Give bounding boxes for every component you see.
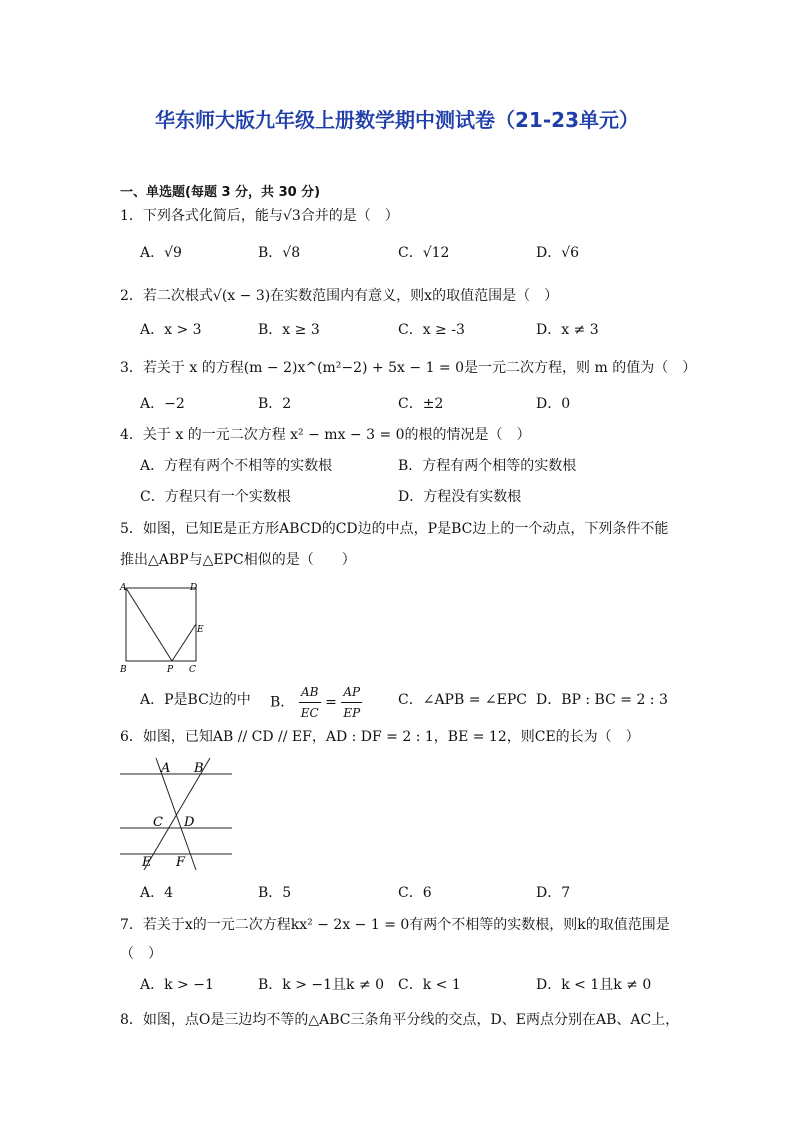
q6-option-a: A．4 [140,885,174,901]
q5-option-b-label: B． [270,694,295,711]
q4-option-b: B．方程有两个相等的实数根 [398,458,577,474]
q2-option-a: A．x > 3 [140,322,202,338]
q5-square-figure [118,580,208,675]
question-1: 1．下列各式化简后，能与√3合并的是（ ） [120,208,399,224]
q5-label-e: E [197,625,204,635]
q6-label-d: D [184,815,195,830]
q6-parallel-lines-figure [118,756,238,872]
q2-option-c: C．x ≥ -3 [398,322,465,338]
q5-label-p: P [167,665,174,675]
q3-option-b: B．2 [258,396,292,412]
q6-label-e: E [142,855,152,870]
question-4: 4．关于 x 的一元二次方程 x² − mx − 3 = 0的根的情况是（ ） [120,427,531,443]
q6-label-c: C [153,815,163,830]
question-8: 8．如图，点O是三边均不等的△ABC三条角平分线的交点，D、E两点分别在AB、AC上， [120,1012,680,1028]
q6-label-f: F [176,855,186,870]
q4-option-d: D．方程没有实数根 [398,489,522,505]
q6-option-d: D．7 [536,885,571,901]
question-7-line1: 7．若关于x的一元二次方程kx² − 2x − 1 = 0有两个不相等的实数根，则k的取值范围是 [120,917,670,933]
q7-option-b: B．k > −1且k ≠ 0 [258,977,385,993]
q5-frac-left-num: AB [299,682,321,703]
section-heading: 一、单选题(每题 3 分，共 30 分) [120,185,321,200]
q1-option-c: C．√12 [398,245,450,261]
question-6: 6．如图，已知AB // CD // EF，AD : DF = 2 : 1，BE = 12，则CE的长为（ ） [120,729,640,745]
q6-label-a: A [161,761,171,776]
q3-option-c: C．±2 [398,396,444,412]
q5-frac-right [341,682,362,723]
q3-option-d: D．0 [536,396,571,412]
q5-label-a: A [120,583,127,593]
page-title: 华东师大版九年级上册数学期中测试卷（21-23单元） [155,108,639,132]
q1-option-a: A．√9 [140,245,182,261]
q5-label-c: C [189,665,196,675]
q5-option-b [270,682,362,723]
q2-option-d: D．x ≠ 3 [536,322,599,338]
q7-option-d: D．k < 1且k ≠ 0 [536,977,652,993]
q6-option-c: C．6 [398,885,432,901]
q5-label-d: D [190,583,198,593]
q5-option-d: D．BP : BC = 2 : 3 [536,692,668,708]
q1-option-d: D．√6 [536,245,580,261]
q5-frac-left [299,682,321,723]
question-7-line2: （ ） [120,946,162,962]
q5-frac-right-den: EP [343,706,361,720]
q5-frac-left-den: EC [300,706,319,720]
q7-option-c: C．k < 1 [398,977,461,993]
q6-label-b: B [194,761,204,776]
q5-option-a: A．P是BC边的中 [140,692,251,708]
q5-option-c: C．∠APB = ∠EPC [398,692,527,708]
q3-option-a: A．−2 [140,396,185,412]
q4-option-c: C．方程只有一个实数根 [140,489,291,505]
question-3: 3．若关于 x 的方程(m − 2)x^(m²−2) + 5x − 1 = 0是一元二次方程，则 m 的值为（ ） [120,360,697,376]
q5-frac-right-num: AP [341,682,362,703]
q5-frac-eq: = [325,694,337,711]
q1-option-b: B．√8 [258,245,301,261]
q4-option-a: A．方程有两个不相等的实数根 [140,458,333,474]
q6-option-b: B．5 [258,885,292,901]
q5-label-b: B [120,665,127,675]
question-5-line1: 5．如图，已知E是正方形ABCD的CD边的中点，P是BC边上的一个动点，下列条件不能 [120,521,669,537]
question-5-line2: 推出△ABP与△EPC相似的是（ ） [120,552,356,568]
q2-option-b: B．x ≥ 3 [258,322,320,338]
q7-option-a: A．k > −1 [140,977,214,993]
question-2: 2．若二次根式√(x − 3)在实数范围内有意义，则x的取值范围是（ ） [120,288,559,304]
